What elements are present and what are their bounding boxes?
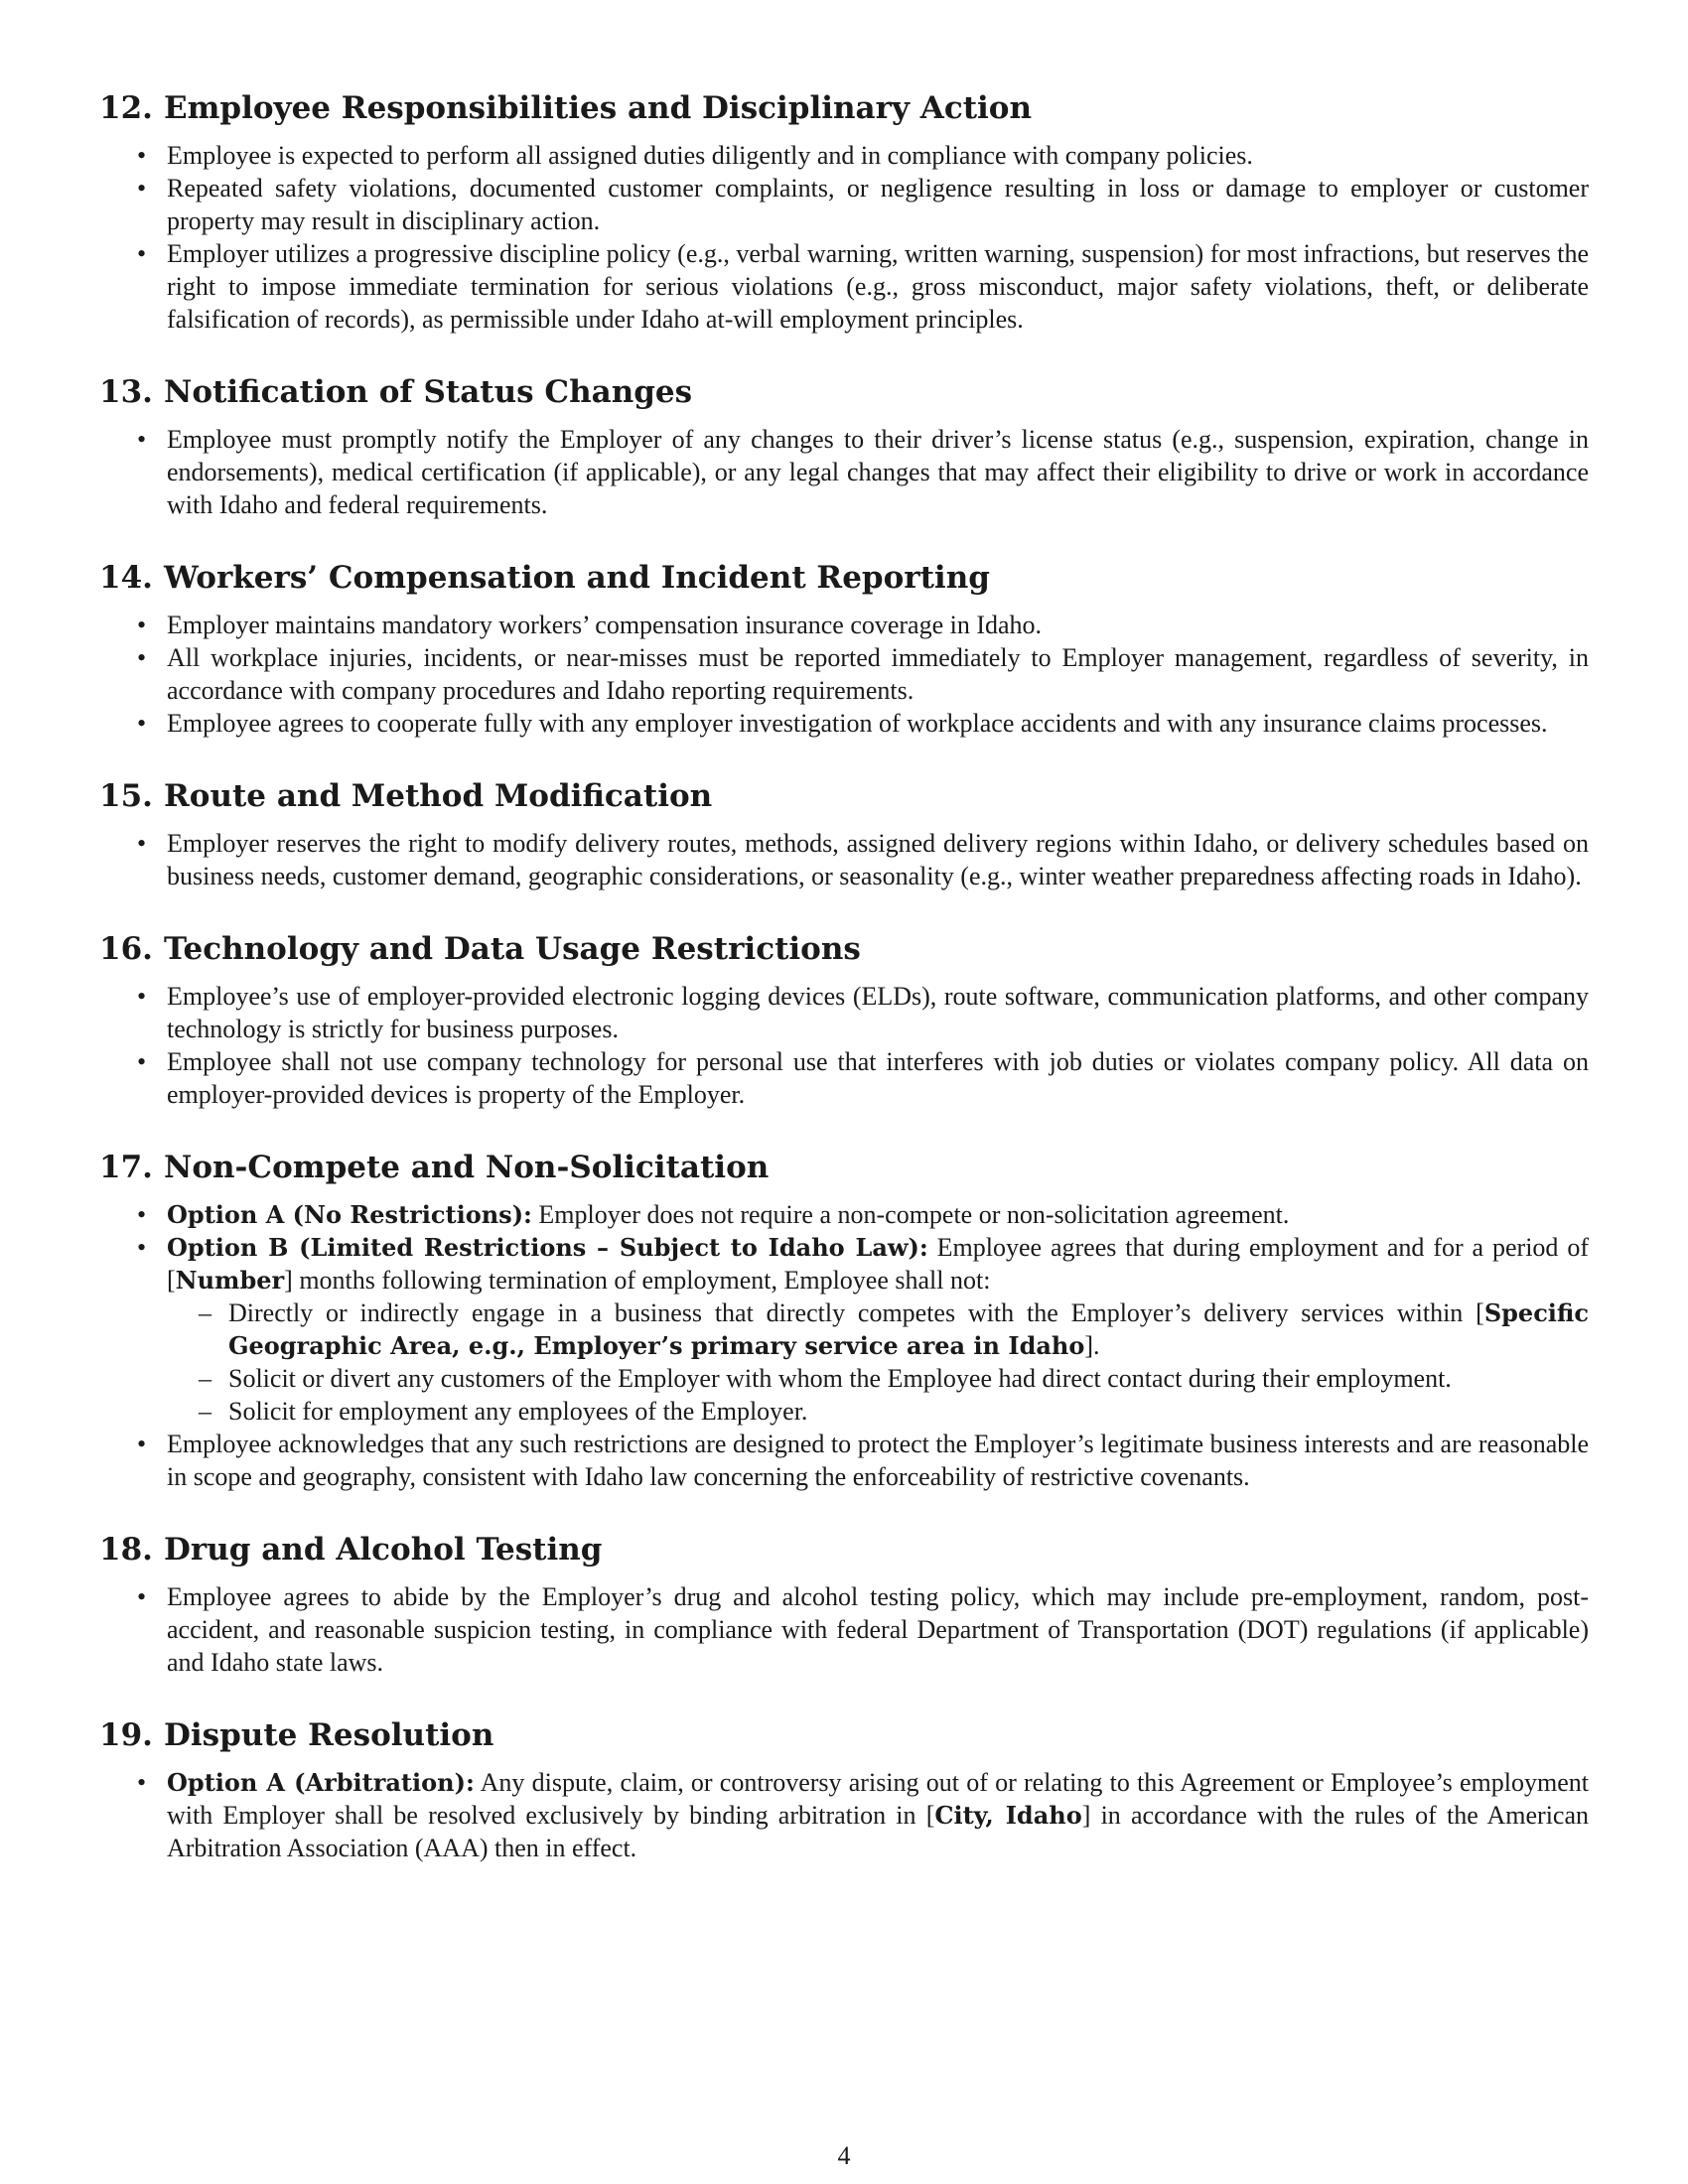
section-title: Non-Compete and Non-Solicitation: [164, 1150, 770, 1185]
list-item: • Employee must promptly notify the Employer of any changes to their driver’s license status (e.g., suspension, expiration, change in endorsements), medical certification (if applicable), or any legal changes that may affect their eligibility to drive or work in accordance with Idaho and federal requirements.: [167, 423, 1589, 521]
list-item-option-b: [167, 1231, 1589, 1428]
section-title: Notification of Status Changes: [164, 374, 693, 410]
section-title: Technology and Data Usage Restrictions: [164, 931, 861, 967]
list-item-option-a: [167, 1766, 1589, 1864]
section-number: 12.: [99, 90, 153, 126]
bullet-list: [99, 980, 1589, 1111]
bullet-list: [99, 1198, 1589, 1493]
list-item: • Employee acknowledges that any such restrictions are designed to protect the Employer’s legitimate business interests and are reasonable in scope and geography, consistent with Idaho law concerning the enforceability of restrictive covenants.: [167, 1428, 1589, 1493]
sub-list-item: – Solicit or divert any customers of the Employer with whom the Employee had direct contact during their employment.: [228, 1362, 1589, 1395]
option-text: ] in accordance with the rules of the American Arbitration Association (AAA) then in effect.: [167, 1801, 1590, 1862]
section-15: [99, 775, 1589, 892]
option-text: Employer does not require a non-compete or non-solicitation agreement.: [531, 1200, 1290, 1229]
bullet-list: [99, 609, 1589, 740]
option-label: Option A (Arbitration):: [167, 1768, 475, 1797]
page-number: 4: [837, 2141, 851, 2170]
bullet-list: [99, 827, 1589, 892]
section-number: 13.: [99, 374, 153, 410]
section-title: Route and Method Modification: [164, 778, 713, 814]
section-number: 18.: [99, 1532, 153, 1568]
section-heading: [99, 87, 1589, 129]
section-13: [99, 371, 1589, 521]
bullet-list: [99, 423, 1589, 521]
section-16: [99, 928, 1589, 1111]
list-item: • Employee’s use of employer-provided electronic logging devices (ELDs), route software, communication platforms, and other company technology is strictly for business purposes.: [167, 980, 1589, 1045]
sub-item-end: ].: [1084, 1331, 1100, 1360]
sub-item-text: Directly or indirectly engage in a business that directly competes with the Employer’s delivery services within [: [228, 1298, 1484, 1327]
list-item: • Employee agrees to abide by the Employer’s drug and alcohol testing policy, which may include pre-employment, random, post-accident, and reasonable suspicion testing, in compliance with federal Department of Transportation (DOT) regulations (if applicable) and Idaho state laws.: [167, 1580, 1589, 1679]
section-heading: [99, 371, 1589, 413]
placeholder-geographic-area: Specific Geographic Area, e.g., Employer’s primary service area in Idaho: [228, 1298, 1589, 1360]
section-17: [99, 1147, 1589, 1493]
placeholder-city: City, Idaho: [934, 1801, 1082, 1830]
section-heading: [99, 775, 1589, 817]
section-number: 19.: [99, 1717, 153, 1753]
section-title: Dispute Resolution: [164, 1717, 494, 1753]
section-title: Drug and Alcohol Testing: [164, 1532, 603, 1568]
section-19: [99, 1714, 1589, 1864]
list-item: • All workplace injuries, incidents, or near-misses must be reported immediately to Employer management, regardless of severity, in accordance with company procedures and Idaho reporting requirements.: [167, 641, 1589, 707]
section-number: 15.: [99, 778, 153, 814]
document-page: [99, 87, 1589, 1900]
section-18: [99, 1529, 1589, 1679]
option-label: Option A (No Restrictions):: [167, 1200, 532, 1229]
list-item: • Employee agrees to cooperate fully with any employer investigation of workplace accidents and with any insurance claims processes.: [167, 707, 1589, 740]
section-number: 16.: [99, 931, 153, 967]
section-number: 17.: [99, 1150, 153, 1185]
section-title: Workers’ Compensation and Incident Reporting: [164, 560, 990, 596]
list-item: • Employer reserves the right to modify delivery routes, methods, assigned delivery regions within Idaho, or delivery schedules based on business needs, customer demand, geographic considerations, or seasonality (e.g., winter weather preparedness affecting roads in Idaho).: [167, 827, 1589, 892]
bullet-list: [99, 139, 1589, 336]
section-heading: [99, 1529, 1589, 1570]
section-number: 14.: [99, 560, 153, 596]
option-text: Any dispute, claim, or controversy arising out of or relating to this Agreement or Employee’s employment with Employer shall be resolved exclusively by binding arbitration in [: [167, 1768, 1589, 1830]
section-14: [99, 557, 1589, 740]
list-item: • Employer maintains mandatory workers’ compensation insurance coverage in Idaho.: [167, 609, 1589, 641]
option-label: Option B (Limited Restrictions – Subject to Idaho Law):: [167, 1233, 928, 1262]
sub-list-item: – Solicit for employment any employees of the Employer.: [228, 1395, 1589, 1428]
list-item: • Repeated safety violations, documented customer complaints, or negligence resulting in loss or damage to employer or customer property may result in disciplinary action.: [167, 172, 1589, 237]
list-item-option-a: [167, 1198, 1589, 1231]
sub-list-item: [228, 1297, 1589, 1362]
section-12: [99, 87, 1589, 336]
list-item: • Employee is expected to perform all assigned duties diligently and in compliance with company policies.: [167, 139, 1589, 172]
option-text: Employee agrees that during employment and for a period of [: [167, 1233, 1589, 1295]
sub-list: [167, 1297, 1589, 1428]
option-text: ] months following termination of employment, Employee shall not:: [284, 1266, 991, 1295]
bullet-list: [99, 1766, 1589, 1864]
section-heading: [99, 1714, 1589, 1756]
section-heading: [99, 928, 1589, 970]
bullet-list: [99, 1580, 1589, 1679]
section-title: Employee Responsibilities and Disciplinary Action: [164, 90, 1033, 126]
section-heading: [99, 1147, 1589, 1188]
list-item: • Employee shall not use company technology for personal use that interferes with job duties or violates company policy. All data on employer-provided devices is property of the Employer.: [167, 1045, 1589, 1111]
list-item: • Employer utilizes a progressive discipline policy (e.g., verbal warning, written warning, suspension) for most infractions, but reserves the right to impose immediate termination for serious violations (e.g., gross misconduct, major safety violations, theft, or deliberate falsification of records), as permissible under Idaho at-will employment principles.: [167, 237, 1589, 336]
placeholder-number: Number: [175, 1266, 285, 1295]
section-heading: [99, 557, 1589, 599]
